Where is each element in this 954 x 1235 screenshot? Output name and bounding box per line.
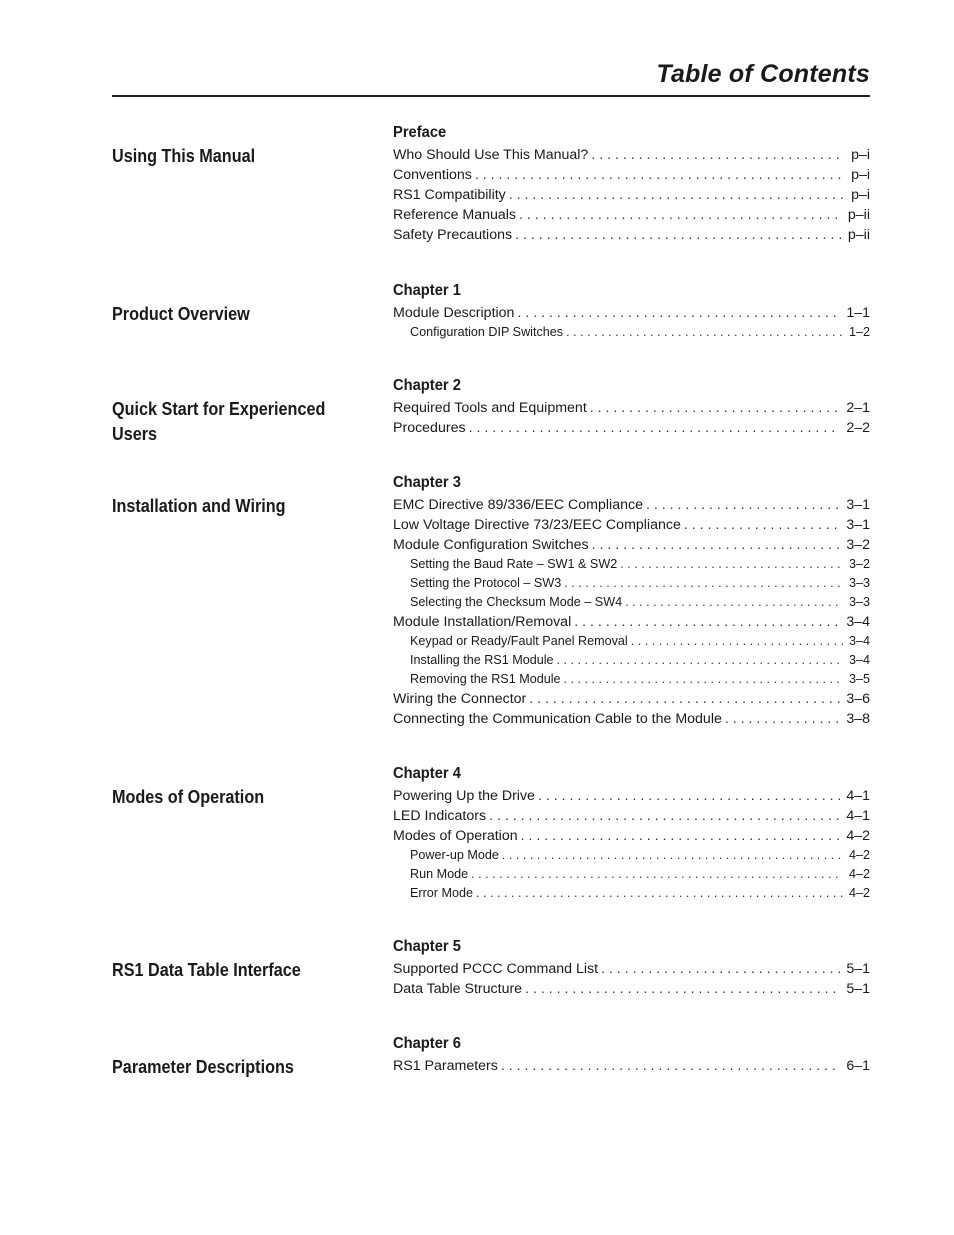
entry-page-number: 2–1	[846, 400, 870, 416]
entry-title: Setting the Baud Rate – SW1 & SW2	[410, 557, 618, 571]
dot-leader	[564, 670, 843, 689]
entry-page-number: 1–1	[846, 305, 870, 321]
chapter-label: Chapter 5	[393, 938, 461, 955]
toc-entry[interactable]	[393, 165, 870, 185]
entry-title: Low Voltage Directive 73/23/EEC Compliance	[393, 517, 681, 533]
entry-page-number: 1–2	[848, 325, 870, 339]
chapter-label: Chapter 4	[393, 765, 461, 782]
dot-leader	[625, 593, 843, 612]
section-title: Quick Start for Experienced Users	[112, 399, 326, 444]
entry-title: Run Mode	[410, 867, 469, 881]
dot-leader	[489, 806, 840, 826]
entry-page-number: 3–3	[848, 576, 870, 590]
toc-entry[interactable]	[393, 418, 870, 438]
title-rule	[112, 95, 870, 97]
section-title: Product Overview	[112, 304, 250, 324]
entry-title: RS1 Parameters	[393, 1058, 498, 1074]
dot-leader	[502, 846, 843, 865]
entry-title: Module Installation/Removal	[393, 614, 572, 630]
toc-entry[interactable]	[393, 612, 870, 632]
entry-page-number: p–i	[851, 147, 870, 163]
toc-entry[interactable]	[393, 709, 870, 729]
section-entries	[393, 934, 870, 999]
dot-leader	[529, 689, 840, 709]
toc-subentry[interactable]	[393, 865, 870, 884]
dot-leader	[515, 225, 842, 245]
entry-title: Required Tools and Equipment	[393, 400, 587, 416]
toc-entry[interactable]	[393, 1056, 870, 1076]
dot-leader	[525, 979, 840, 999]
entry-title: Module Configuration Switches	[393, 537, 589, 553]
entry-title: Conventions	[393, 167, 472, 183]
entry-title: RS1 Compatibility	[393, 187, 506, 203]
toc-entry[interactable]	[393, 185, 870, 205]
entry-title: Reference Manuals	[393, 207, 517, 223]
entry-page-number: 5–1	[846, 981, 870, 997]
toc-subentry[interactable]	[393, 593, 870, 612]
dot-leader	[590, 398, 841, 418]
dot-leader	[475, 165, 845, 185]
entry-page-number: 4–2	[848, 848, 870, 862]
entry-title: Data Table Structure	[393, 981, 523, 997]
entry-title: Who Should Use This Manual?	[393, 147, 589, 163]
entry-page-number: 3–2	[848, 557, 870, 571]
dot-leader	[471, 865, 843, 884]
toc-entry[interactable]	[393, 145, 870, 165]
toc-subentry[interactable]	[393, 574, 870, 593]
toc-entry[interactable]	[393, 398, 870, 418]
entry-title: Configuration DIP Switches	[410, 325, 564, 339]
dot-leader	[476, 884, 843, 903]
entry-title: Keypad or Ready/Fault Panel Removal	[410, 634, 628, 648]
section-title: Installation and Wiring	[112, 496, 286, 516]
toc-entry[interactable]	[393, 786, 870, 806]
toc-subentry[interactable]	[393, 846, 870, 865]
entry-page-number: 6–1	[846, 1058, 870, 1074]
chapter-label: Preface	[393, 124, 447, 141]
dot-leader	[509, 185, 845, 205]
entry-page-number: 3–4	[846, 614, 870, 630]
dot-leader	[564, 574, 843, 593]
dot-leader	[631, 632, 843, 651]
chapter-label: Chapter 2	[393, 377, 461, 394]
dot-leader	[557, 651, 843, 670]
entry-page-number: p–i	[851, 167, 870, 183]
dot-leader	[646, 495, 840, 515]
toc-entry[interactable]	[393, 826, 870, 846]
entry-page-number: 3–2	[846, 537, 870, 553]
toc-entry[interactable]	[393, 205, 870, 225]
dot-leader	[521, 826, 841, 846]
section-title: RS1 Data Table Interface	[112, 960, 301, 980]
section-title: Parameter Descriptions	[112, 1057, 294, 1077]
entry-title: Removing the RS1 Module	[410, 672, 561, 686]
dot-leader	[501, 1056, 840, 1076]
chapter-label: Chapter 1	[393, 282, 461, 299]
entry-page-number: 4–1	[846, 808, 870, 824]
dot-leader	[566, 323, 843, 342]
entry-title: Error Mode	[410, 886, 473, 900]
toc-subentry[interactable]	[393, 555, 870, 574]
dot-leader	[538, 786, 840, 806]
dot-leader	[519, 205, 842, 225]
section-title: Modes of Operation	[112, 787, 265, 807]
entry-title: Procedures	[393, 420, 466, 436]
entry-title: Powering Up the Drive	[393, 788, 535, 804]
toc-entry[interactable]	[393, 225, 870, 245]
dot-leader	[574, 612, 840, 632]
dot-leader	[620, 555, 843, 574]
toc-subentry[interactable]	[393, 670, 870, 689]
entry-page-number: 3–1	[846, 517, 870, 533]
section-title: Using This Manual	[112, 146, 256, 166]
dot-leader	[725, 709, 840, 729]
entry-page-number: 5–1	[846, 961, 870, 977]
entry-page-number: 3–6	[846, 691, 870, 707]
dot-leader	[591, 145, 845, 165]
entry-title: Setting the Protocol – SW3	[410, 576, 562, 590]
section-entries	[393, 1031, 870, 1076]
entry-page-number: p–ii	[847, 227, 870, 243]
dot-leader	[592, 535, 841, 555]
entry-page-number: 3–4	[848, 634, 870, 648]
entry-title: EMC Directive 89/336/EEC Compliance	[393, 497, 643, 513]
toc-entry[interactable]	[393, 959, 870, 979]
entry-page-number: 3–8	[846, 711, 870, 727]
entry-page-number: 4–2	[848, 867, 870, 881]
toc-entry[interactable]	[393, 535, 870, 555]
entry-title: Safety Precautions	[393, 227, 513, 243]
chapter-label: Chapter 3	[393, 474, 461, 491]
toc-subentry[interactable]	[393, 323, 870, 342]
entry-page-number: 4–2	[848, 886, 870, 900]
section-entries	[393, 373, 870, 438]
entry-page-number: 3–3	[848, 595, 870, 609]
entry-title: Module Description	[393, 305, 515, 321]
dot-leader	[601, 959, 840, 979]
dot-leader	[469, 418, 841, 438]
toc-entry[interactable]	[393, 979, 870, 999]
entry-title: Connecting the Communication Cable to the Module	[393, 711, 722, 727]
section-entries	[393, 761, 870, 903]
entry-title: Wiring the Connector	[393, 691, 527, 707]
toc-entry[interactable]	[393, 689, 870, 709]
entry-title: LED Indicators	[393, 808, 487, 824]
section-entries	[393, 120, 870, 245]
section-entries	[393, 470, 870, 729]
toc-entry[interactable]	[393, 515, 870, 535]
entry-title: Supported PCCC Command List	[393, 961, 599, 977]
entry-page-number: 3–5	[848, 672, 870, 686]
entry-page-number: 4–2	[846, 828, 870, 844]
entry-page-number: p–i	[851, 187, 870, 203]
dot-leader	[684, 515, 840, 535]
dot-leader	[517, 303, 840, 323]
toc-entry[interactable]	[393, 806, 870, 826]
toc-entry[interactable]	[393, 495, 870, 515]
entry-title: Installing the RS1 Module	[410, 653, 554, 667]
toc-subentry[interactable]	[393, 632, 870, 651]
entry-title: Power-up Mode	[410, 848, 499, 862]
entry-page-number: p–ii	[847, 207, 870, 223]
chapter-label: Chapter 6	[393, 1035, 461, 1052]
toc-entry[interactable]	[393, 303, 870, 323]
entry-title: Selecting the Checksum Mode – SW4	[410, 595, 623, 609]
entry-page-number: 3–1	[846, 497, 870, 513]
section-entries	[393, 278, 870, 342]
toc-subentry[interactable]	[393, 884, 870, 903]
toc-subentry[interactable]	[393, 651, 870, 670]
entry-page-number: 3–4	[848, 653, 870, 667]
entry-page-number: 4–1	[846, 788, 870, 804]
entry-page-number: 2–2	[846, 420, 870, 436]
entry-title: Modes of Operation	[393, 828, 518, 844]
page-title: Table of Contents	[656, 60, 870, 88]
